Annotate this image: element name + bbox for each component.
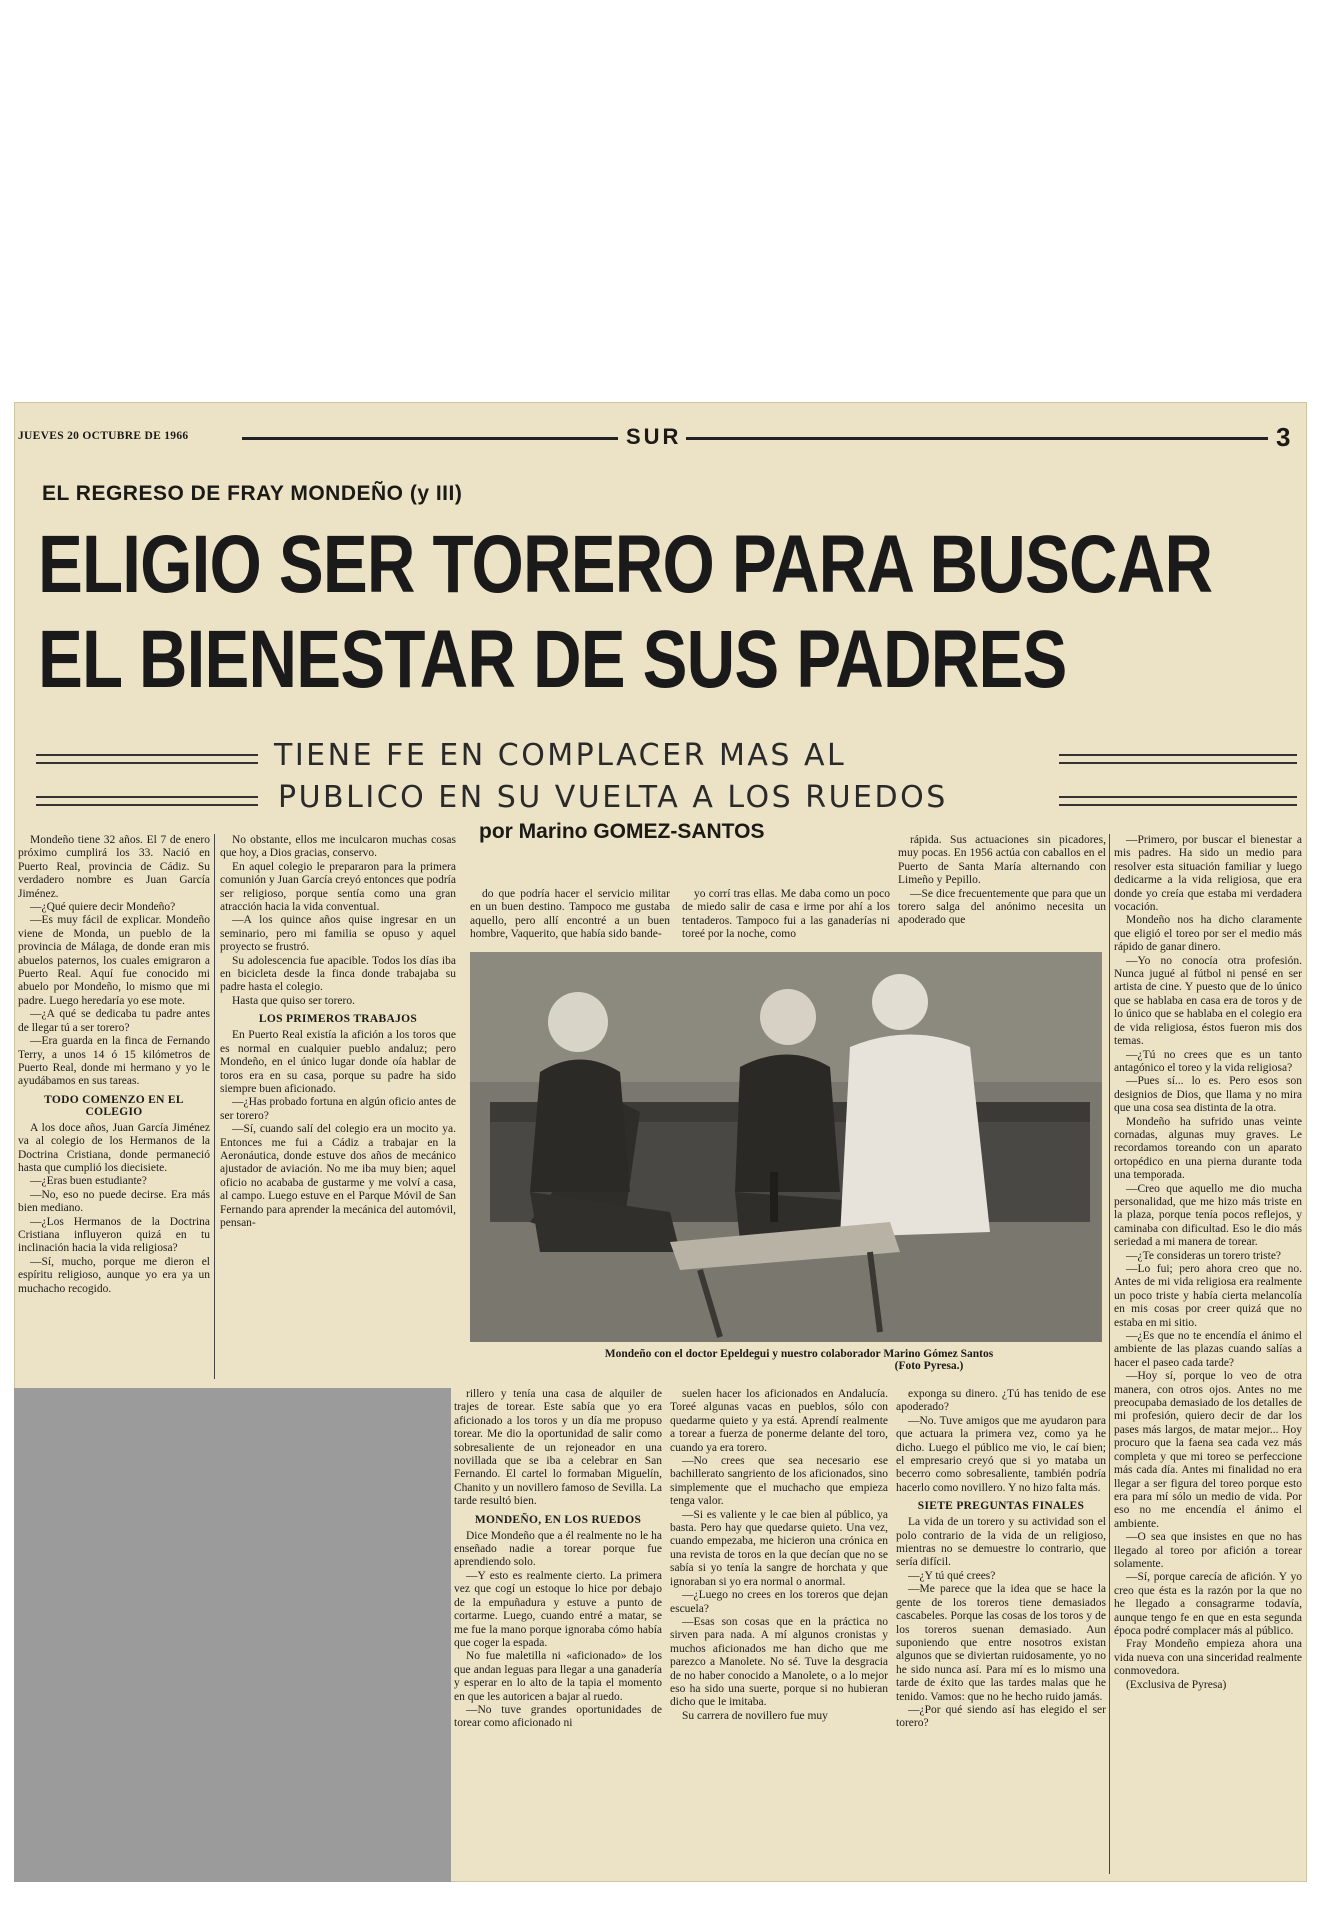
paragraph: —¿Has probado fortuna en algún oficio antes de ser torero? xyxy=(220,1096,456,1122)
paragraph: —Sí, mucho, porque me dieron el espíritu religioso, aunque yo era ya un muchacho recogido. xyxy=(18,1255,210,1295)
paragraph: —O sea que insistes en que no has llegado al toreo por afición a torear solamente. xyxy=(1114,1531,1302,1570)
paragraph: —¿Los Hermanos de la Doctrina Cristiana influyeron quizá en tu inclinación hacia la vida religiosa? xyxy=(18,1215,210,1255)
paragraph: Fray Mondeño empieza ahora una vida nueva con una sinceridad realmente conmovedora. xyxy=(1114,1638,1302,1678)
masthead-rule-left xyxy=(242,437,618,440)
article-column-5 xyxy=(898,834,1106,948)
paragraph: —Y esto es realmente cierto. La primera vez que cogí un estoque lo hice por debajo de la empuñadura y estuve a punto de cortarme. Luego, cuando entré a matar, se me fue la mano porque ignoraba cómo había que coger la espada. xyxy=(454,1569,662,1649)
article-column-4 xyxy=(682,888,890,948)
paragraph: La vida de un torero y su actividad son el polo contrario de la vida de un religioso, mientras no se demuestre lo contrario, que sería difícil. xyxy=(896,1516,1106,1569)
kicker: EL REGRESO DE FRAY MONDEÑO (y III) xyxy=(42,482,463,505)
column-rule xyxy=(214,834,215,1379)
page-number: 3 xyxy=(1276,422,1291,452)
paragraph: —¿Tú no crees que es un tanto antagónico el toreo y la vida religiosa? xyxy=(1114,1048,1302,1074)
section-heading: TODO COMENZO EN EL COLEGIO xyxy=(44,1093,184,1118)
paragraph: —No. Tuve amigos que me ayudaron para que actuara la primera vez, como ya he dicho. Luego el público me vio, le caí bien; el empresario creyó que si yo mataba un becerro como sobresaliente, también podría hacerlo como novillero. Y no hizo falta más. xyxy=(896,1414,1106,1494)
gray-placeholder-block xyxy=(14,1388,451,1882)
paragraph: yo corrí tras ellas. Me daba como un poco de miedo salir de casa e irme por ahí a los tentaderos. Tampoco fui a las ganaderías ni toreé por la noche, como xyxy=(682,888,890,941)
subheadline-rule xyxy=(36,754,258,756)
paragraph: —¿Y tú qué crees? xyxy=(908,1569,996,1582)
paragraph: No obstante, ellos me inculcaron muchas cosas que hoy, a Dios gracias, conservo. xyxy=(220,834,456,860)
paragraph: Hasta que quiso ser torero. xyxy=(232,994,355,1007)
paragraph: —¿Por qué siendo así has elegido el ser torero? xyxy=(896,1703,1106,1730)
paragraph: Dice Mondeño que a él realmente no le ha enseñado nadie a torear porque fue aprendiendo solo. xyxy=(454,1529,662,1569)
paragraph: —Sí, porque carecía de afición. Y yo creo que ésta es la razón por la que no he llegado a consagrarme todavía, aunque tengo fe en que en esta segunda época podré complacer más al público. xyxy=(1114,1571,1302,1637)
paragraph: —¿Qué quiere decir Mondeño? xyxy=(30,901,176,914)
paragraph: —¿A qué se dedicaba tu padre antes de llegar tú a ser torero? xyxy=(18,1008,210,1034)
paragraph: —Me parece que la idea que se hace la gente de los toreros tiene demasiados cascabeles. Porque las cosas de los toros y de los toreros suenan demasiado. Aun suponiendo que entre nosotros existan algunos que se diviertan ruidosamente, yo no he sido nunca así. Para mí es lo mismo una tarde de éxito que las tardes malas que he tenido. Vamos: que no he hecho ruido jamás. xyxy=(896,1583,1106,1703)
headline-line-2: EL BIENESTAR DE SUS PADRES xyxy=(38,614,1067,705)
paragraph: —¿Luego no crees en los toreros que dejan escuela? xyxy=(670,1589,888,1615)
paragraph: exponga su dinero. ¿Tú has tenido de ese apoderado? xyxy=(896,1388,1106,1414)
paragraph: Mondeño nos ha dicho claramente que eligió el toreo por ser el medio más rápido de ganar dinero. xyxy=(1114,914,1302,954)
section-heading: MONDEÑO, EN LOS RUEDOS xyxy=(474,1513,642,1526)
paragraph: Su adolescencia fue apacible. Todos los días iba en bicicleta desde la finca donde trabajaba su padre hasta el colegio. xyxy=(220,954,456,994)
paragraph: —A los quince años quise ingresar en un seminario, pero mi familia se opuso y aquel proyecto se frustró. xyxy=(220,914,456,954)
paragraph: —¿Eras buen estudiante? xyxy=(30,1175,147,1188)
paragraph: En Puerto Real existía la afición a los toros que es normal en cualquier pueblo andaluz; pero Mondeño, en el único lugar donde oía hablar de toros era en su casa, porque su padre ha sido siempre buen aficionado. xyxy=(220,1029,456,1095)
headline-line-1: ELIGIO SER TORERO PARA BUSCAR xyxy=(38,519,1213,610)
masthead xyxy=(14,422,1307,452)
article-column-7 xyxy=(454,1388,662,1878)
subheadline-rule xyxy=(1059,754,1297,756)
article-column-6 xyxy=(1114,834,1302,1874)
section-heading: SIETE PREGUNTAS FINALES xyxy=(917,1500,1085,1513)
paragraph: Mondeño ha sufrido unas veinte cornadas, algunas muy graves. Le recordamos toreando con un aparato ortopédico en una pierna durante toda una temporada. xyxy=(1114,1115,1302,1182)
paragraph: —No, eso no puede decirse. Era más bien mediano. xyxy=(18,1188,210,1215)
paragraph: —Hoy sí, porque lo veo de otra manera, con otros ojos. Antes no me preocupaba demasiado de los detalles de mi profesión, quiero decir de dar los pases más largos, de matar mejor... Hoy procuro que la faena sea cada vez más completa y que mi toreo se perfeccione más cada día. Antes mi finalidad no era llegar a ser figura del toreo porque esto era para mí sólo un medio de vida. Por eso no me encendía el ánimo el ambiente. xyxy=(1114,1370,1302,1530)
byline: por Marino GOMEZ-SANTOS xyxy=(479,820,765,843)
column-rule xyxy=(1109,834,1110,1874)
paragraph: En aquel colegio le prepararon para la primera comunión y Juan García creyó entonces que podría ser religioso, porque sentía como una gran atracción hacia la vida conventual. xyxy=(220,860,456,914)
article-column-3 xyxy=(470,888,670,948)
paragraph: rillero y tenía una casa de alquiler de trajes de torear. Este sabía que yo era aficionado a los toros y un día me propuso torear. Me dio la oportunidad de salir como sobresaliente de un rejoneador en una novillada que se iba a celebrar en San Fernando. El cartel lo formaban Miguelín, Chanito y un novillero famoso de Sevilla. La tarde resultó bien. xyxy=(454,1388,662,1508)
paragraph: Su carrera de novillero fue muy xyxy=(682,1709,828,1722)
paragraph: —Se dice frecuentemente que para que un torero salga del anónimo necesita un apoderado que xyxy=(898,887,1106,927)
paragraph: A los doce años, Juan García Jiménez va al colegio de los Hermanos de la Doctrina Cristiana, donde permaneció hasta que cumplió los diecisiete. xyxy=(18,1121,210,1174)
paragraph: —Es muy fácil de explicar. Mondeño viene de Monda, un pueblo de la provincia de Málaga, de donde eran mis abuelos paternos, los cuales emigraron a Puerto Real. Aquí fue conocido mi abuelo por Mondeño, lo mismo que mi padre. Luego heredaría yo ese mote. xyxy=(18,914,210,1007)
paragraph: rápida. Sus actuaciones sin picadores, muy pocas. En 1956 actúa con caballos en el Puerto de Santa María alternando con Limeño y Pepillo. xyxy=(898,834,1106,887)
paragraph: —Si es valiente y le cae bien al público, ya basta. Pero hay que quedarse quieto. Una vez, cuando empezaba, me hicieron una crónica en una revista de toros en la que decían que no se sabía si yo tenía la sangre de horchata y que ignoraban si yo era normal o anormal. xyxy=(670,1508,888,1588)
paragraph: —Yo no conocía otra profesión. Nunca jugué al fútbol ni pensé en ser artista de cine. Y puesto que de lo único que se hablaba en casa era de toros y de lo único que se hablaba en el colegio era de vida religiosa, éstos fueron mis dos temas. xyxy=(1114,954,1302,1048)
section-heading: LOS PRIMEROS TRABAJOS xyxy=(258,1013,418,1026)
photo-caption xyxy=(499,1348,1099,1372)
paragraph: do que podría hacer el servicio militar en un buen destino. Tampoco me gustaba aquello, pero allí encontré a un buen hombre, Vaquerito, que había sido bande- xyxy=(470,888,670,941)
masthead-date: JUEVES 20 OCTUBRE DE 1966 xyxy=(18,430,189,442)
paragraph: —Pues sí... lo es. Pero esos son designios de Dios, que llama y no mira que una cosa sea distinta de la otra. xyxy=(1114,1075,1302,1115)
paragraph: —Lo fui; pero ahora creo que no. Antes de mi vida religiosa era realmente un poco triste y había cierta melancolía en mis cosas por creer quizá que no estaba en mi sitio. xyxy=(1114,1263,1302,1329)
subheadline-rule xyxy=(36,796,258,798)
article-column-9 xyxy=(896,1388,1106,1878)
subheadline-rule xyxy=(1059,762,1297,764)
subheadline-line-2: PUBLICO EN SU VUELTA A LOS RUEDOS xyxy=(278,780,948,815)
article-column-8 xyxy=(670,1388,888,1878)
article-column-2 xyxy=(220,834,456,1379)
paragraph: —Sí, cuando salí del colegio era un mocito ya. Entonces me fui a Cádiz a trabajar en la Aeronáutica, donde estuve dos años de mecánico ajustador de aviación. No me iba muy bien; aquel oficio no acababa de gustarme y me volví a casa, al campo. Luego estuve en el Parque Móvil de San Fernando para aprender la mecánica del automóvil, pensan- xyxy=(220,1123,456,1229)
subheadline-rule xyxy=(1059,796,1297,798)
paragraph: —Primero, por buscar el bienestar a mis padres. Ha sido un medio para resolver esta situación familiar y luego dedicarme a la vida religiosa, que era donde yo creía que estaba mi verdadera vocación. xyxy=(1114,834,1302,914)
paragraph: —Creo que aquello me dio mucha personalidad, que me hizo más triste en la plaza, porque tenía pocos reflejos, y caminaba con dificultad. Eso le dio más seriedad a mi manera de torear. xyxy=(1114,1182,1302,1249)
masthead-rule-right xyxy=(686,437,1268,440)
paragraph: —Esas son cosas que en la práctica no sirven para nada. A mí algunos cronistas y muchos aficionados me han dicho que me parezco a Manolete. No sé. Tuve la desgracia de no haber conocido a Manolete, o a lo mejor eso ha sido una suerte, porque si no hubieran dicho que le imitaba. xyxy=(670,1615,888,1709)
photo-caption-text: Mondeño con el doctor Epeldegui y nuestro colaborador Marino Gómez Santos xyxy=(604,1348,994,1360)
subheadline-rule xyxy=(36,762,258,764)
photo-credit: (Foto Pyresa.) xyxy=(894,1360,964,1372)
paragraph: suelen hacer los aficionados en Andalucía. Toreé algunas vacas en pueblos, sólo con quedarme quieto y ya está. Aprendí realmente a torear a fuerza de ponerme delante del toro, cuando ya era torero. xyxy=(670,1388,888,1454)
subheadline-line-1: TIENE FE EN COMPLACER MAS AL xyxy=(274,738,847,773)
article-column-1 xyxy=(18,834,210,1379)
paragraph: Mondeño tiene 32 años. El 7 de enero próximo cumplirá los 33. Nació en Puerto Real, provincia de Cádiz. Su verdadero nombre es Juan García Jiménez. xyxy=(18,834,210,900)
paragraph: —¿Es que no te encendía el ánimo el ambiente de las plazas cuando salías a hacer el paseo cada tarde? xyxy=(1114,1330,1302,1369)
paragraph: —No crees que sea necesario ese bachillerato sangriento de los aficionados, sino simplemente que el muchacho que empieza tenga valor. xyxy=(670,1455,888,1508)
photo-image xyxy=(470,952,1102,1342)
paragraph: —No tuve grandes oportunidades de torear como aficionado ni xyxy=(454,1703,662,1730)
news-photo xyxy=(470,952,1102,1342)
subheadline-rule xyxy=(1059,804,1297,806)
paragraph: No fue maletilla ni «aficionado» de los que andan leguas para llegar a una ganadería y esperar en lo alto de la tapia el momento en que les autoricen a bajar al ruedo. xyxy=(454,1650,662,1703)
paragraph: —¿Te consideras un torero triste? xyxy=(1126,1249,1282,1262)
paragraph: (Exclusiva de Pyresa) xyxy=(1126,1678,1227,1691)
subheadline-rule xyxy=(36,804,258,806)
paragraph: —Era guarda en la finca de Fernando Terry, a unos 14 ó 15 kilómetros de Puerto Real, donde mi hermano y yo le ayudábamos en sus tareas. xyxy=(18,1035,210,1088)
masthead-title: SUR xyxy=(626,424,682,449)
